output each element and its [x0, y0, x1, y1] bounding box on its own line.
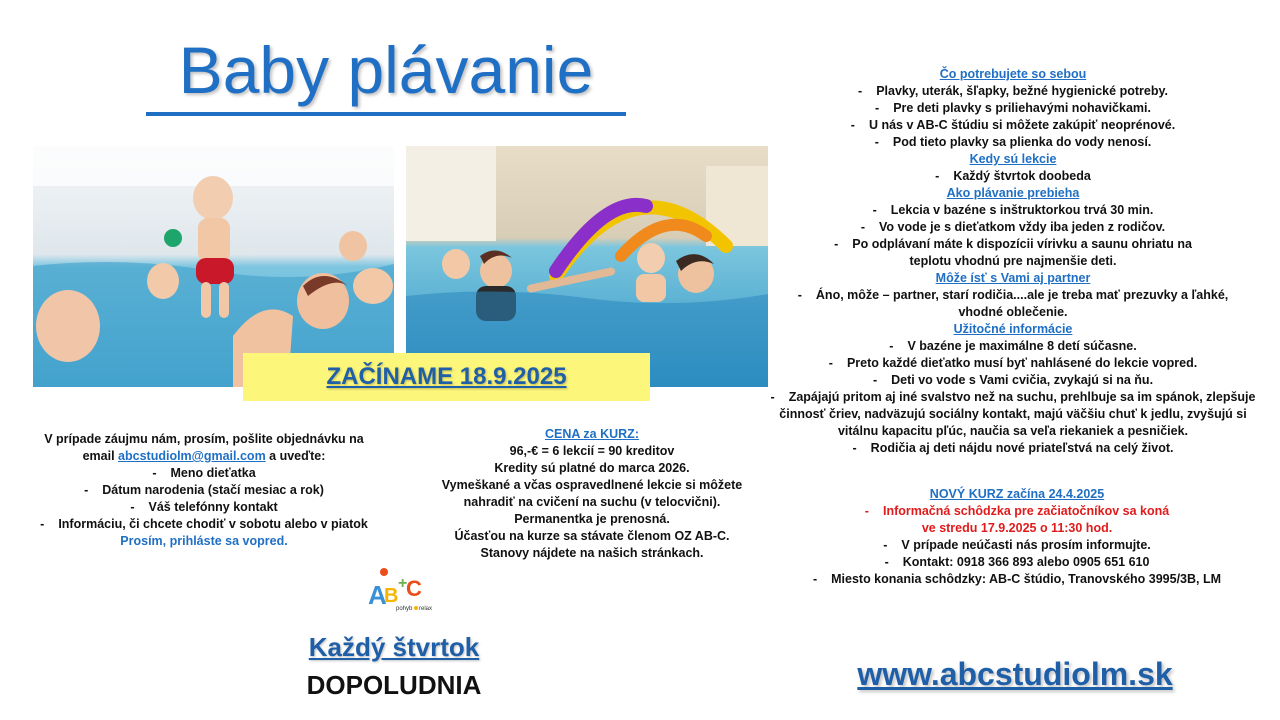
svg-text:B: B	[384, 585, 399, 607]
info-item: - V bazéne je maximálne 8 detí súčasne.	[758, 338, 1268, 355]
info-item: - Pre deti plavky s priliehavými nohavičkami.	[758, 100, 1268, 117]
info-sections	[758, 66, 1268, 457]
email-link[interactable]: abcstudiolm@gmail.com	[118, 449, 266, 463]
section-heading-useful-info: Užitočné informácie	[953, 322, 1073, 336]
photo-baby-lifted	[33, 146, 394, 387]
section-heading-what-to-bring: Čo potrebujete so sebou	[939, 67, 1087, 81]
info-item: - Áno, môže – partner, starí rodičia....ale je treba mať prezuvky a ľahké, vhodné oblečenie.	[758, 287, 1268, 321]
info-item: - Lekcia v bazéne s inštruktorkou trvá 30 min.	[758, 202, 1268, 219]
section-heading-partner: Môže ísť s Vami aj partner	[935, 271, 1091, 285]
order-item: - Váš telefónny kontakt	[14, 499, 394, 516]
svg-text:pohyb: pohyb	[396, 606, 413, 612]
info-item: - U nás v AB-C štúdiu si môžete zakúpiť neoprénové.	[758, 117, 1268, 134]
info-item: - Každý štvrtok doobeda	[758, 168, 1268, 185]
schedule-day: Každý štvrtok	[308, 632, 480, 662]
info-item: - Po odplávaní máte k dispozícii vírivku a saunu ohriatu na teplotu vhodnú pre najmenšie deti.	[758, 236, 1268, 270]
new-course-item: - V prípade neúčasti nás prosím informujte.	[770, 537, 1264, 554]
start-date-text: ZAČÍNAME 18.9.2025	[326, 363, 567, 390]
price-line: Vymeškané a včas ospravedlnené lekcie si môžete	[441, 478, 743, 492]
price-line: Kredity sú platné do marca 2026.	[494, 461, 690, 475]
section-heading-when: Kedy sú lekcie	[969, 152, 1057, 166]
info-item: - Plavky, uterák, šľapky, bežné hygienické potreby.	[758, 83, 1268, 100]
order-intro-line-1: V prípade záujmu nám, prosím, pošlite objednávku na	[44, 432, 364, 446]
section-heading-how: Ako plávanie prebieha	[946, 186, 1080, 200]
price-info	[414, 426, 770, 562]
meeting-announcement: - Informačná schôdzka pre začiatočníkov sa koná	[770, 503, 1264, 520]
info-item: - Rodičia aj deti nájdu nové priateľstvá na celý život.	[758, 440, 1268, 457]
meeting-location: - Miesto konania schôdzky: AB-C štúdio, Tranovského 3995/3B, LM	[770, 571, 1264, 588]
info-item: - Pod tieto plavky sa plienka do vody nenosí.	[758, 134, 1268, 151]
order-intro-line-2: email abcstudiolm@gmail.com a uveďte:	[82, 449, 326, 463]
price-heading: CENA za KURZ:	[545, 427, 639, 441]
order-item: - Informáciu, či chcete chodiť v sobotu alebo v piatok	[14, 516, 394, 533]
order-instructions	[14, 431, 394, 550]
price-line: 96,-€ = 6 lekcií = 90 kreditov	[509, 444, 675, 458]
new-course-heading: NOVÝ KURZ začína 24.4.2025	[929, 487, 1105, 501]
order-note: Prosím, prihláste sa vopred.	[120, 534, 288, 548]
svg-text:A: A	[368, 580, 387, 610]
abc-logo	[366, 566, 442, 614]
price-line: Účasťou na kurze sa stávate členom OZ AB-C.	[454, 529, 730, 543]
svg-text:C: C	[406, 576, 422, 601]
meeting-date: ve stredu 17.9.2025 o 11:30 hod.	[921, 521, 1113, 535]
info-item: - Vo vode je s dieťatkom vždy iba jeden z rodičov.	[758, 219, 1268, 236]
price-line: nahradiť na cvičení na suchu (v telocvični).	[463, 495, 721, 509]
start-date-banner	[243, 353, 650, 401]
schedule-time: DOPOLUDNIA	[306, 670, 482, 700]
price-line: Permanentka je prenosná.	[514, 512, 670, 526]
info-item: - Zapájajú pritom aj iné svalstvo než na suchu, prehlbuje sa im spánok, zlepšuje činnosť čriev, nadväzujú sociálny kontakt, majú väčšiu chuť k jedlu, zvyšujú si vitálnu kapacitu pľúc, naučia sa veľa riekaniek a pesničiek.	[758, 389, 1268, 440]
website-link[interactable]: www.abcstudiolm.sk	[857, 656, 1173, 692]
info-item: - Deti vo vode s Vami cvičia, zvykajú si na ňu.	[758, 372, 1268, 389]
new-course-info	[770, 486, 1264, 588]
price-line: Stanovy nájdete na našich stránkach.	[480, 546, 704, 560]
svg-text:+: +	[398, 575, 408, 592]
order-item: - Meno dieťatka	[14, 465, 394, 482]
contact-phones: - Kontakt: 0918 366 893 alebo 0905 651 610	[770, 554, 1264, 571]
info-item: - Preto každé dieťatko musí byť nahlásené do lekcie vopred.	[758, 355, 1268, 372]
photo-pool-noodles	[406, 146, 768, 387]
order-item: - Dátum narodenia (stačí mesiac a rok)	[14, 482, 394, 499]
page-title: Baby plávanie	[146, 30, 626, 116]
svg-text:relax: relax	[419, 606, 433, 612]
